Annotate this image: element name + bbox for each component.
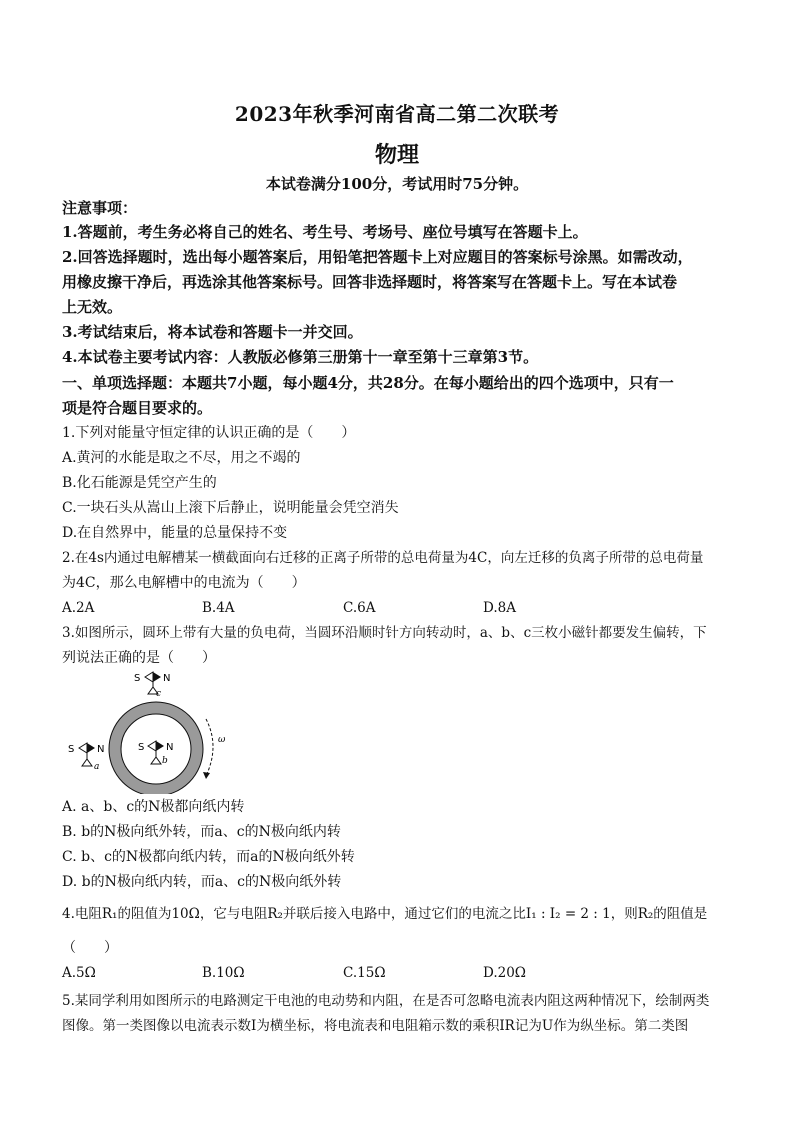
q4-option-d: D.20Ω (483, 965, 527, 981)
note-4: 4.本试卷主要考试内容：人教版必修第三册第十一章至第十三章第3节。 (62, 348, 539, 366)
q3-stem-line-2: 列说法正确的是（ ） (62, 650, 216, 666)
note-2-line-1: 2.回答选择题时，选出每小题答案后，用铅笔把答题卡上对应题目的答案标号涂黑。如需改动， (62, 248, 693, 266)
exam-title: 2023年秋季河南省高二第二次联考 (234, 102, 560, 126)
section-1-line-1: 一、单项选择题：本题共7小题，每小题4分，共28分。在每小题给出的四个选项中，只有一 (62, 374, 674, 392)
compass-c-label: c (156, 689, 162, 699)
q3-option-b: B. b的N极向纸外转，而a、c的N极向纸内转 (62, 824, 341, 840)
note-1: 1.答题前，考生务必将自己的姓名、考生号、考场号、座位号填写在答题卡上。 (62, 223, 588, 241)
q2-option-a: A.2A (62, 600, 95, 616)
omega-label: ω (218, 735, 226, 745)
compass-a (68, 743, 104, 772)
compass-c-s-label: S (134, 673, 141, 684)
rotation-arrow (206, 719, 213, 776)
note-3: 3.考试结束后，将本试卷和答题卡一并交回。 (62, 323, 363, 341)
q4-option-a: A.5Ω (62, 965, 96, 981)
q4-stem-line-2: （ ） (62, 940, 118, 956)
q4-option-b: B.10Ω (202, 965, 245, 981)
q2-options (62, 598, 742, 618)
exam-subject: 物理 (374, 142, 419, 168)
q4-stem-line-1: 4.电阻R₁的阻值为10Ω，它与电阻R₂并联后接入电路中，通过它们的电流之比I₁ : I₂ = 2 : 1，则R₂的阻值是 (62, 906, 708, 922)
compass-c (134, 672, 170, 699)
section-1-line-2: 项是符合题目要求的。 (62, 399, 213, 417)
q2-option-d: D.8A (483, 600, 516, 616)
exam-meta: 本试卷满分100分，考试用时75分钟。 (265, 175, 529, 193)
q1-option-d: D.在自然界中，能量的总量保持不变 (62, 525, 288, 541)
q3-ring-figure (60, 664, 250, 794)
compass-b-s-label: S (138, 742, 145, 753)
q3-stem-line-1: 3.如图所示，圆环上带有大量的负电荷，当圆环沿顺时针方向转动时，a、b、c三枚小磁针都要发生偏转，下 (62, 625, 707, 641)
q5-stem-line-1: 5.某同学利用如图所示的电路测定干电池的电动势和内阻，在是否可忽略电流表内阻这两种情况下，绘制两类 (62, 993, 710, 1009)
q2-option-c: C.6A (343, 600, 376, 616)
q2-option-b: B.4A (202, 600, 235, 616)
q4-option-c: C.15Ω (343, 965, 386, 981)
q3-option-c: C. b、c的N极都向纸内转，而a的N极向纸外转 (62, 849, 355, 865)
q2-stem-line-2: 为4C，那么电解槽中的电流为（ ） (62, 575, 306, 591)
compass-b-label: b (162, 756, 168, 766)
compass-a-n-label: N (97, 744, 105, 755)
compass-b-n-label: N (166, 742, 174, 753)
compass-c-n-label: N (163, 673, 171, 684)
q1-option-c: C.一块石头从嵩山上滚下后静止，说明能量会凭空消失 (62, 500, 399, 516)
q5-stem-line-2: 图像。第一类图像以电流表示数I为横坐标，将电流表和电阻箱示数的乘积IR记为U作为纵坐标。第二类图 (62, 1018, 689, 1034)
q3-option-a: A. a、b、c的N极都向纸内转 (62, 799, 245, 815)
q1-option-a: A.黄河的水能是取之不尽，用之不竭的 (62, 450, 301, 466)
q1-stem: 1.下列对能量守恒定律的认识正确的是（ ） (62, 425, 356, 441)
q3-option-d: D. b的N极向纸内转，而a、c的N极向纸外转 (62, 874, 342, 890)
q1-option-b: B.化石能源是凭空产生的 (62, 475, 217, 491)
notes-heading: 注意事项： (62, 199, 138, 217)
compass-a-s-label: S (68, 744, 75, 755)
q2-stem-line-1: 2.在4s内通过电解槽某一横截面向右迁移的正离子所带的总电荷量为4C，向左迁移的负离子所带的总电荷量 (62, 550, 704, 566)
q4-options (62, 963, 742, 983)
note-2-line-2: 用橡皮擦干净后，再选涂其他答案标号。回答非选择题时，将答案写在答题卡上。写在本试卷 (62, 273, 678, 291)
compass-a-label: a (94, 762, 100, 772)
compass-b (138, 741, 173, 766)
note-2-line-3: 上无效。 (62, 298, 123, 316)
